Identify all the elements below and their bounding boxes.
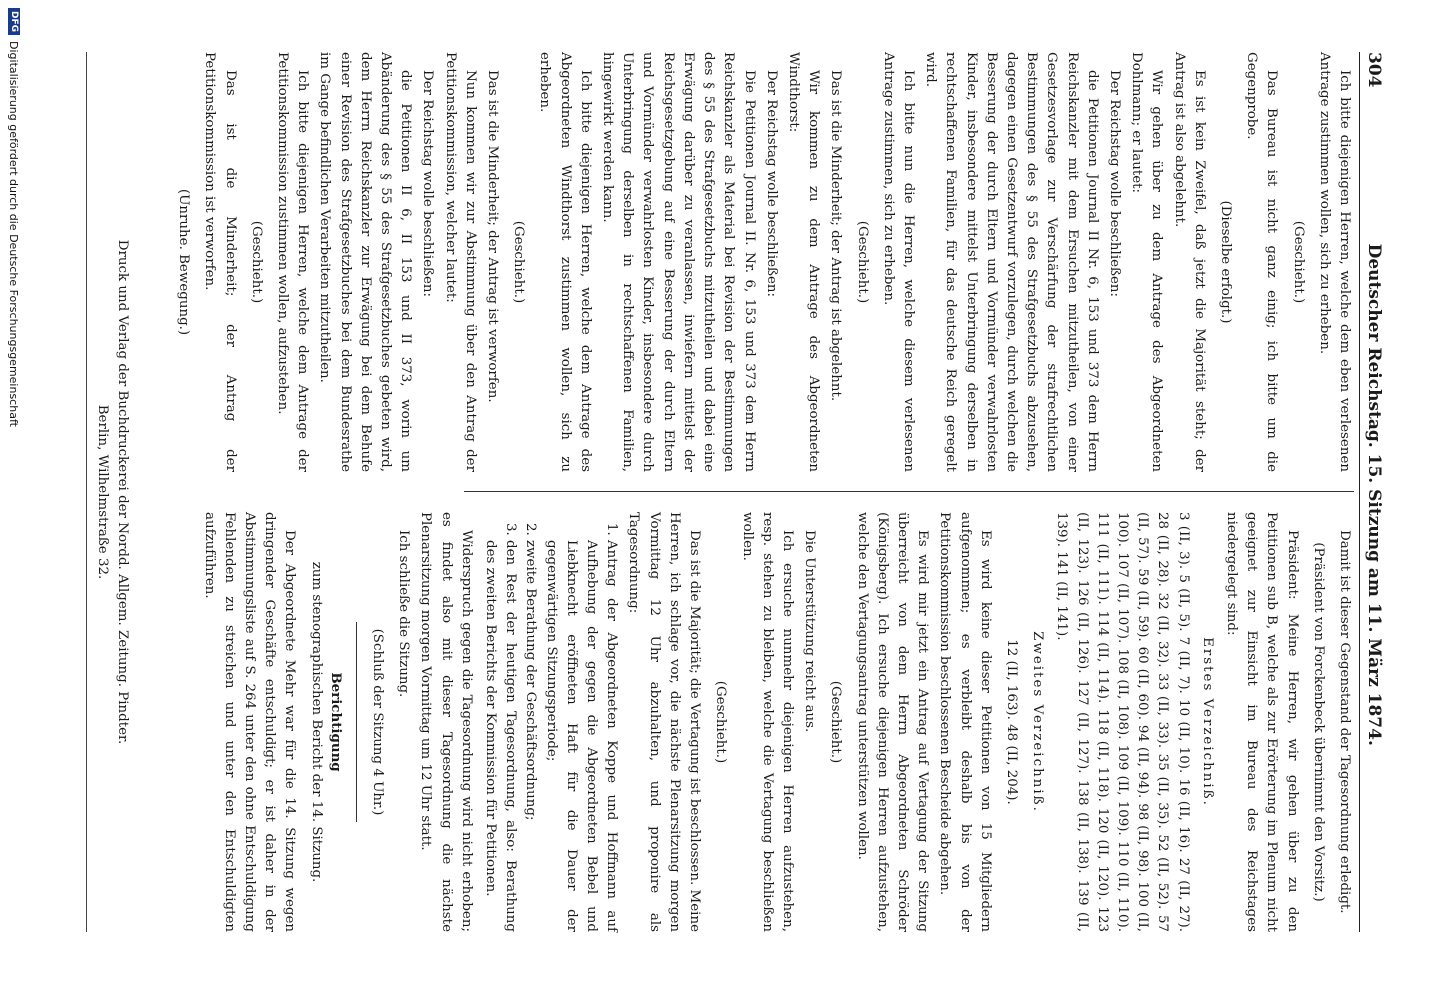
- left-column: [167, 52, 1354, 472]
- paragraph: Ich schließe die Sitzung.: [396, 530, 412, 698]
- paragraph: Ich bitte diejenigen Herren, welche dem Antrage der Petitionskommission zustimmen wollen, aufzustehen.: [275, 52, 311, 472]
- paragraph: Die Petitionen Journal II. Nr. 6, 153 und 373 dem Herrn Reichskanzler als Material bei Revision der Bestimmungen des § 55 des Strafgesetzbuchs mitzutheilen und dabei eine Erwägung darüber zu veranlassen, inwiefern mittelst der Reichsgesetzgebung auf eine Besserung der durch Eltern und Vormünder verwahrlosten Kinder, insbesondere durch Unterbringung derselben in rechtschaffenen Familien, hingewirkt werden kann.: [600, 52, 757, 472]
- paragraph: Es wird mir jetzt ein Antrag auf Vertagung der Sitzung überreicht von dem Herrn Abgeordneten Schröder (Königsberg). Ich ersuche diejenigen Herren aufzustehen, welche den Vertagungsantrag unterstützen wollen.: [854, 512, 931, 932]
- agenda-item: 2. zweite Berathung der Geschäftsordnung;: [520, 540, 540, 932]
- paragraph: Wir gehen über zu dem Antrage des Abgeordneten Dohlmann; er lautet:: [1129, 52, 1165, 472]
- paragraph: Das ist die Minderheit; der Antrag der Petitionskommission ist verworfen.: [202, 52, 238, 472]
- agenda-list: [480, 512, 621, 932]
- stage-note: (Geschieht.): [511, 220, 527, 304]
- list1-heading: Erstes Verzeichniß.: [1199, 637, 1215, 807]
- paragraph: Das Bureau ist nicht ganz einig; ich bitte um die Gegenprobe.: [1244, 52, 1280, 472]
- paragraph: Der Reichstag wolle beschließen:: [420, 70, 436, 298]
- paragraph: Die Unterstützung reicht aus.: [802, 530, 818, 733]
- correction-title: Berichtigung: [327, 672, 344, 772]
- paragraph: Der Reichstag wolle beschließen:: [1106, 70, 1122, 298]
- paragraph: Ich bitte diejenigen Herren, welche dem eben verlesenen Antrage zustimmen wollen, sich zu erheben.: [1316, 52, 1352, 472]
- page-header: [1359, 52, 1404, 932]
- printer-address: Berlin, Wilhelmstraße 32.: [95, 404, 110, 580]
- presidency-note: (Präsident von Forckenbeck übernimmt den Vorsitz.): [1310, 542, 1326, 902]
- right-column: [196, 512, 1354, 932]
- correction-text: Der Abgeordnete Mehr war für die 14. Sitzung wegen dringender Geschäfte entschuldigt; er ist daher in der Abstimmungsliste auf S. 264 unter den ohne Entschuldigung Fehlenden zu streichen und unter den Entschuldigten aufzuführen.: [201, 512, 298, 932]
- list1-items: 3 (II, 3). 5 (II, 5). 7 (II, 7). 10 (II, 10). 16 (II, 16). 27 (II, 27). 28 (II, 28). 32 (II, 32). 33 (II, 33). 35 (II, 35). 52 (II, 52). 57 (II, 57). 59 (II, 59). 60 (II, 60). 94 (II, 94). 98 (II, 98). 100 (II, 100). 107 (II, 107). 108 (II, 108). 109 (II, 109). 110 (II, 110). 111 (II, 111). 114 (II, 114). 118 (II, 118). 120 (II, 120). 123 (II, 123). 126 (II, 126). 127 (II, 127). 138 (II, 138). 139 (II, 139). 141 (II, 141).: [1054, 512, 1191, 932]
- paragraph: die Petitionen II 6, II 153 und II 373, worin um Abänderung des § 55 des Strafgesetzbuches gebeten wird, dem Herrn Reichskanzler zur Erwägung bei dem Behufe einer Revision des Strafgesetzbuches bei dem Bundesrathe im Gange befindlichen Verarbeiten mitzutheilen.: [317, 52, 414, 472]
- footer-rule: [86, 52, 87, 932]
- stage-note: (Geschieht.): [828, 680, 844, 764]
- list2-heading: Zweites Verzeichniß.: [1030, 631, 1046, 813]
- paragraph: Das ist die Minderheit; der Antrag ist verworfen.: [485, 70, 501, 403]
- paragraph: Das ist die Minderheit; der Antrag ist abgelehnt.: [828, 70, 844, 402]
- list2-items: 12 (II, 163). 48 (II, 204).: [1003, 639, 1019, 805]
- funding-text: Digitalisierung gefördert durch die Deutsche Forschungsgemeinschaft: [7, 41, 21, 427]
- session-close-note: (Schluß der Sitzung 4 Uhr.): [370, 628, 386, 816]
- paragraph: Der Reichstag wolle beschließen:: [763, 70, 779, 298]
- stage-note: (Geschieht.): [1290, 220, 1306, 304]
- running-title: Deutscher Reichstag. 15. Sitzung am 11. März 1874.: [1364, 243, 1384, 746]
- stage-note: (Geschieht.): [854, 220, 870, 304]
- paragraph: die Petitionen Journal II Nr. 6, 153 und 373 dem Herrn Reichskanzler mit dem Ersuchen mitzutheilen, von einer Gesetzesvorlage zur Verschärfung der strafrechtlichen Bestimmungen des § 55 des Strafgesetzbuchs abzusehen, dagegen einen Gesetzentwurf vorzulegen, durch welchen die Besserung der durch Eltern und Vormünder verwahrlosten Kinder, insbesondere mittelst Unterbringung derselben in rechtschaffenen Familien, für das deutsche Reich geregelt wird.: [923, 52, 1100, 472]
- funding-notice: [4, 0, 24, 1000]
- paragraph: Ich bitte nun die Herren, welche diesem verlesenen Antrage zustimmen, sich zu erheben.: [880, 52, 916, 472]
- printer-line: Druck und Verlag der Buchdruckerei der Nordd. Allgem. Zeitung. Pindter.: [115, 239, 130, 745]
- paragraph: Nun kommen wir zur Abstimmung über den Antrag der Petitionskommission, welcher lautet:: [442, 52, 478, 472]
- intro-text: Damit ist dieser Gegenstand der Tagesordnung erledigt.: [1337, 530, 1352, 914]
- paragraph: Wir kommen zu dem Antrage des Abgeordneten Windthorst:: [785, 52, 822, 472]
- stage-note: (Dieselbe erfolgt.): [1217, 200, 1233, 324]
- column-divider: [464, 491, 1354, 492]
- paragraph: Widerspruch gegen die Tagesordnung wird nicht erhoben; es findet also mit dieser Tagesordnung die nächste Plenarsitzung morgen Vormittag um 12 Uhr statt.: [418, 512, 474, 932]
- stage-note: (Geschieht.): [713, 680, 729, 764]
- paragraph: Es wird keine dieser Petitionen von 15 Mitgliedern aufgenommen; es verbleibt deshalb bis von der Petitionskommission beschlossenen Bescheide abgehen.: [937, 512, 993, 932]
- stage-note: (Geschieht.): [248, 220, 264, 304]
- president-speech: Präsident: Meine Herren, wir gehen über zu den Petitionen sub B, welche als zur Erörterung im Plenum nicht geeignet zur Einsicht im Bureau des Reichstages niedergelegt sind:: [1223, 512, 1300, 932]
- agenda-item: 3. den Rest der heutigen Tagesordnung, also: Berathung des zweiten Berichts der Kommission für Petitionen.: [480, 540, 520, 932]
- paragraph: Das ist die Majorität; die Vertagung ist beschlossen. Meine Herren, ich schlage vor, die nächste Plenarsitzung morgen Vormittag 12 Uhr abzuhalten, und proponire als Tagesordnung:: [626, 512, 703, 932]
- agenda-item: 1. Antrag der Abgeordneten Koppe und Hoffmann auf Aufhebung der gegen die Abgeordneten Bebel und Liebknecht eröffneten Haft für die Dauer der gegenwärtigen Sitzungsperiode;: [540, 540, 621, 932]
- correction-subtitle: zum stenographischen Bericht der 14. Sitzung.: [308, 561, 324, 883]
- paragraph: Es ist kein Zweifel, daß jetzt die Majorität steht; der Antrag ist also abgelehnt.: [1171, 52, 1207, 472]
- page-number: 304: [1364, 52, 1384, 88]
- end-rule: [356, 622, 357, 822]
- dfg-logo: DFG: [8, 8, 20, 35]
- paragraph: Ich bitte diejenigen Herren, welche dem Antrage des Abgeordneten Windthorst zustimmen wollen, sich zu erheben.: [537, 52, 593, 472]
- paragraph: Ich ersuche nunmehr diejenigen Herren aufzustehen, resp. stehen zu bleiben, welche die Vertagung beschließen wollen.: [739, 512, 795, 932]
- stage-note: (Unruhe. Bewegung.): [176, 188, 192, 336]
